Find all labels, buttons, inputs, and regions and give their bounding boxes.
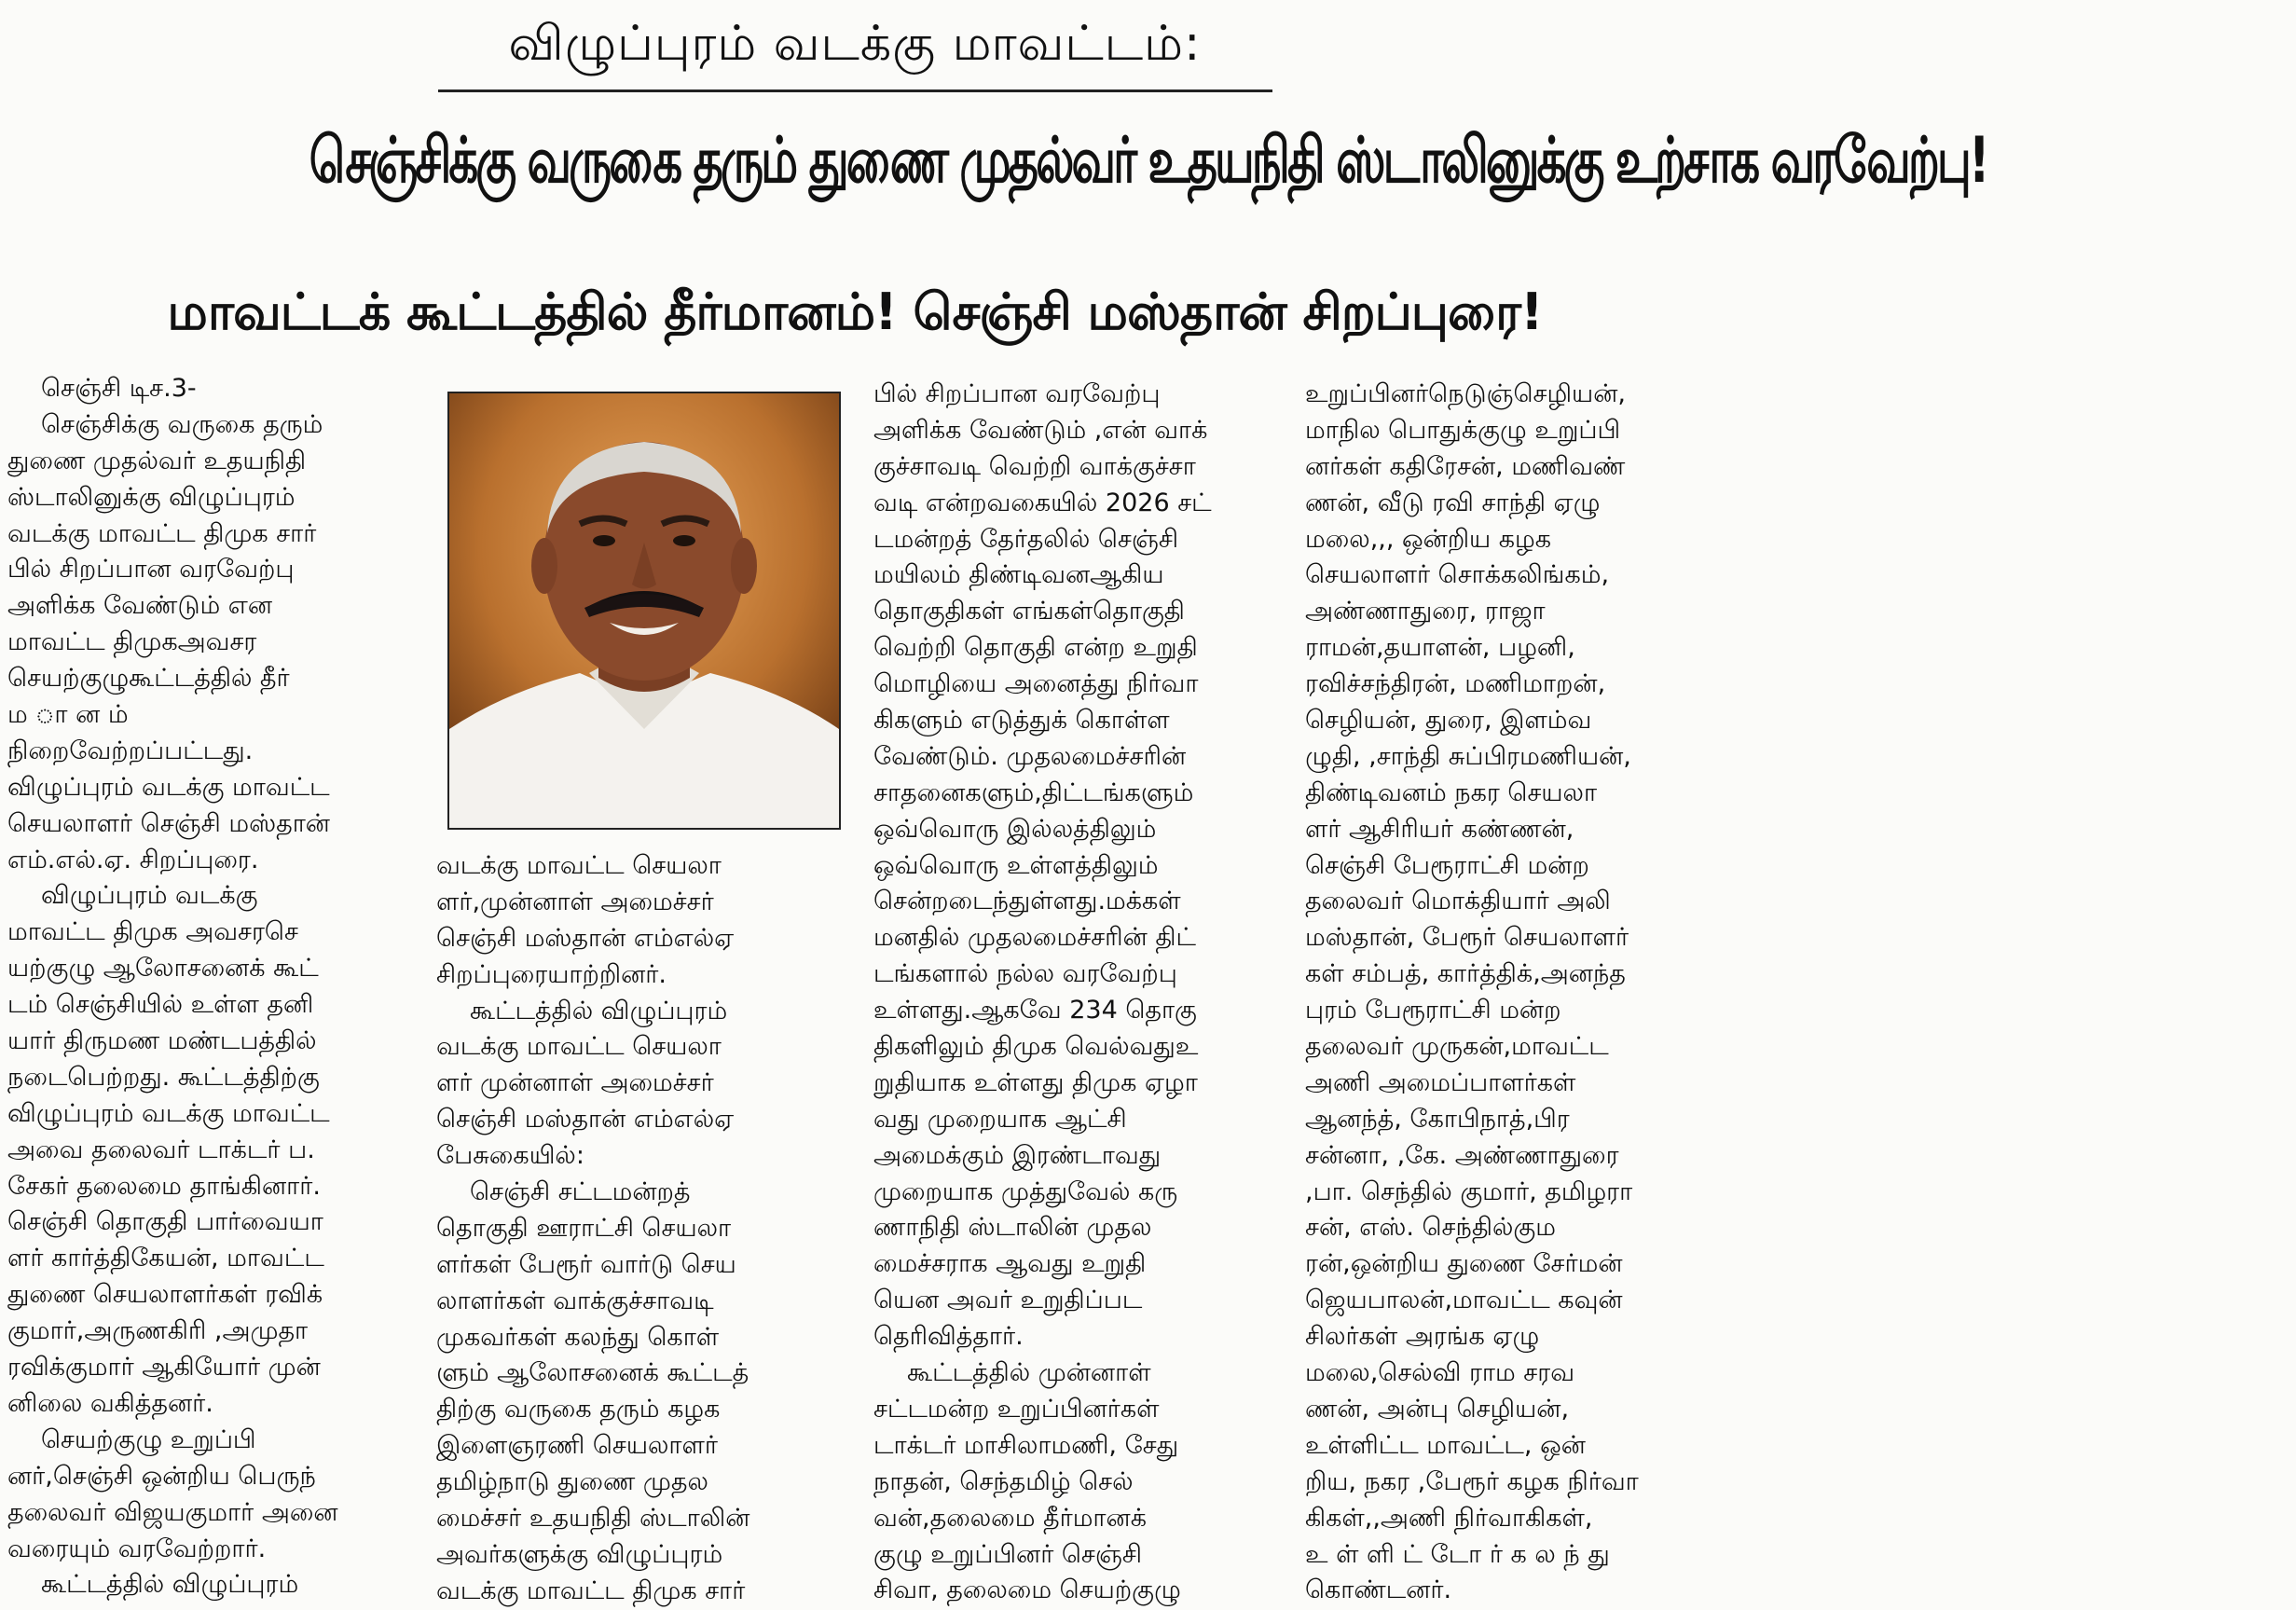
- text-line: செஞ்சிக்கு வருகை தரும்: [41, 409, 323, 439]
- text-line: ளர் ஆசிரியர் கண்ணன்,: [1305, 814, 1574, 844]
- text-line: தலைவர் விஜயகுமார் அனை: [7, 1497, 338, 1527]
- text-line: யார் திருமண மண்டபத்தில்: [7, 1026, 317, 1056]
- text-line: சேகர் தலைமை தாங்கினார்.: [7, 1171, 321, 1201]
- text-line: டம் செஞ்சியில் உள்ள தனி: [7, 990, 314, 1020]
- text-line: டமன்றத் தேர்தலில் செஞ்சி: [873, 524, 1179, 554]
- text-line: ஜெயபாலன்,மாவட்ட கவுன்: [1305, 1286, 1623, 1315]
- text-line: சிவா, தலைமை செயற்குழு: [873, 1576, 1181, 1605]
- text-line: நடைபெற்றது. கூட்டத்திற்கு: [7, 1062, 320, 1092]
- text-line: இளைஞரணி செயலாளர்: [436, 1431, 718, 1461]
- text-line: மைச்சராக ஆவது உறுதி: [873, 1249, 1147, 1279]
- text-line: அணி அமைப்பாளர்கள்: [1305, 1067, 1576, 1097]
- text-line: ,பா. செந்தில் குமார், தமிழரா: [1305, 1177, 1633, 1206]
- text-line: றிய, நகர ,பேரூர் கழக நிர்வா: [1305, 1466, 1639, 1496]
- text-line: ளும் ஆலோசனைக் கூட்டத்: [436, 1358, 749, 1388]
- text-line: முறையாக முத்துவேல் கரு: [873, 1177, 1178, 1206]
- article-column-1: [7, 371, 408, 1603]
- text-line: உ ள் ளி ட் டோ ர் க ல ந் து: [1305, 1539, 1610, 1569]
- text-line: முகவர்கள் கலந்து கொள்: [436, 1322, 720, 1352]
- text-line: னர்,செஞ்சி ஒன்றிய பெருந்: [7, 1461, 316, 1491]
- text-line: துணை முதல்வர் உதயநிதி: [7, 446, 307, 475]
- text-line: செயற்குழுகூட்டத்தில் தீர்: [7, 664, 290, 694]
- kicker-text: விழுப்புரம் வடக்கு மாவட்டம்:: [508, 16, 1202, 72]
- text-line: கூட்டத்தில் விழுப்புரம்: [470, 996, 728, 1025]
- text-line: நிறைவேற்றப்பட்டது.: [7, 736, 254, 765]
- text-line: ழுதி, ,சாந்தி சுப்பிரமணியன்,: [1305, 741, 1631, 771]
- text-line: லாளர்கள் வாக்குச்சாவடி: [436, 1286, 714, 1315]
- article-column-4: [1305, 377, 1701, 1609]
- text-line: ஆனந்த், கோபிநாத்,பிர: [1305, 1104, 1570, 1134]
- text-line: செஞ்சி தொகுதி பார்வையா: [7, 1207, 323, 1237]
- text-line: எம்.எல்.ஏ. சிறப்புரை.: [7, 845, 259, 874]
- text-line: கூட்டத்தில் விழுப்புரம்: [41, 1570, 299, 1600]
- kicker-rule: [438, 89, 1272, 92]
- text-line: தலைவர் மொக்தியார் அலி: [1305, 887, 1611, 916]
- text-line: ணன், வீடு ரவி சாந்தி ஏழு: [1305, 488, 1601, 517]
- text-line: மைச்சர் உதயநிதி ஸ்டாலின்: [436, 1504, 750, 1534]
- text-line: நாதன், செந்தமிழ் செல்: [873, 1466, 1134, 1496]
- text-line: ஸ்டாலினுக்கு விழுப்புரம்: [7, 482, 296, 512]
- kicker: [0, 13, 1710, 75]
- text-line: புரம் பேரூராட்சி மன்ற: [1305, 996, 1561, 1025]
- headline: [0, 110, 1987, 213]
- text-line: வரையும் வரவேற்றார்.: [7, 1534, 267, 1563]
- subhead-text: மாவட்டக் கூட்டத்தில் தீர்மானம்! செஞ்சி மஸ்தான் சிறப்புரை!: [167, 282, 1543, 341]
- text-line: செஞ்சி டிச.3-: [41, 374, 197, 403]
- text-line: தமிழ்நாடு துணை முதல: [436, 1467, 708, 1497]
- text-line: னர்கள் கதிரேசன், மணிவண்: [1305, 451, 1626, 481]
- text-line: ளர் கார்த்திகேயன், மாவட்ட: [7, 1244, 324, 1273]
- text-line: வடக்கு மாவட்ட செயலா: [436, 1032, 722, 1062]
- text-line: வேண்டும். முதலமைச்சரின்: [873, 741, 1187, 771]
- text-line: துணை செயலாளர்கள் ரவிக்: [7, 1280, 323, 1310]
- text-line: பில் சிறப்பான வரவேற்பு: [7, 555, 295, 585]
- text-line: வெற்றி தொகுதி என்ற உறுதி: [873, 633, 1198, 663]
- text-line: உள்ளது.ஆகவே 234 தொகு: [873, 996, 1197, 1025]
- text-line: குமார்,அருணகிரி ,அமுதா: [7, 1316, 309, 1346]
- article-column-3: [873, 377, 1284, 1609]
- text-line: ளர்,முன்னாள் அமைச்சர்: [436, 887, 714, 916]
- text-line: ராமன்,தயாளன், பழனி,: [1305, 633, 1575, 663]
- text-line: றுதியாக உள்ளது திமுக ஏழா: [873, 1067, 1198, 1097]
- text-line: விழுப்புரம் வடக்கு மாவட்ட: [7, 1098, 330, 1128]
- text-line: குச்சாவடி வெற்றி வாக்குச்சா: [873, 451, 1196, 481]
- text-line: உள்ளிட்ட மாவட்ட, ஒன்: [1305, 1430, 1586, 1460]
- text-line: சன், எஸ். செந்தில்கும: [1305, 1213, 1556, 1243]
- text-line: கிகளும் எடுத்துக் கொள்ள: [873, 706, 1170, 736]
- text-line: கள் சம்பத், கார்த்திக்,அனந்த: [1305, 959, 1626, 989]
- text-line: மனதில் முதலமைச்சரின் திட்: [873, 923, 1196, 953]
- text-line: செயற்குழு உறுப்பி: [41, 1424, 256, 1454]
- text-line: மொழியை அனைத்து நிர்வா: [873, 669, 1199, 699]
- headline-text: செஞ்சிக்கு வருகை தரும் துணை முதல்வர் உதயநிதி ஸ்டாலினுக்கு உற்சாக வரவேற்பு!: [309, 124, 1987, 198]
- text-line: தெரிவித்தார்.: [873, 1322, 1024, 1352]
- text-line: ஒவ்வொரு உள்ளத்திலும்: [873, 850, 1159, 880]
- text-line: சிலர்கள் அரங்க ஏழு: [1305, 1322, 1540, 1352]
- text-line: மயிலம் திண்டிவனஆகிய: [873, 560, 1164, 590]
- text-line: சிறப்புரையாற்றினர்.: [436, 959, 667, 989]
- text-line: சன்னா, ,கே. அண்ணாதுரை: [1305, 1140, 1619, 1170]
- text-line: தொகுதி ஊராட்சி செயலா: [436, 1213, 732, 1243]
- text-line: ரவிச்சந்திரன், மணிமாறன்,: [1305, 669, 1606, 699]
- person-portrait-icon: [449, 393, 839, 828]
- text-line: திண்டிவனம் நகர செயலா: [1305, 777, 1598, 807]
- text-line: வடக்கு மாவட்ட திமுக சார்: [7, 518, 317, 548]
- text-line: பேசுகையில்:: [436, 1141, 584, 1171]
- text-line: வடி என்றவகையில் 2026 சட்: [873, 488, 1212, 517]
- text-line: யற்குழு ஆலோசனைக் கூட்: [7, 954, 319, 984]
- text-line: செஞ்சி மஸ்தான் எம்எல்ஏ: [436, 1105, 735, 1135]
- text-line: அவை தலைவர் டாக்டர் ப.: [7, 1135, 315, 1164]
- text-line: சட்டமன்ற உறுப்பினர்கள்: [873, 1394, 1160, 1424]
- text-line: மாநில பொதுக்குழு உறுப்பி: [1305, 415, 1621, 445]
- text-line: விழுப்புரம் வடக்கு மாவட்ட: [7, 772, 330, 802]
- text-line: மலை,,, ஒன்றிய கழக: [1305, 524, 1552, 554]
- text-line: ளர் முன்னாள் அமைச்சர்: [436, 1068, 714, 1098]
- text-line: வன்,தலைமை தீர்மானக்: [873, 1503, 1147, 1533]
- text-line: செழியன், துரை, இளம்வ: [1305, 706, 1592, 736]
- article-column-2: [436, 848, 846, 1610]
- text-line: செயலாளர் சொக்கலிங்கம்,: [1305, 560, 1610, 590]
- text-line: கொண்டனர்.: [1305, 1576, 1452, 1605]
- text-line: செயலாளர் செஞ்சி மஸ்தான்: [7, 808, 330, 838]
- portrait-photo: [447, 392, 841, 830]
- text-line: ணாநிதி ஸ்டாலின் முதல: [873, 1213, 1152, 1243]
- text-line: கிகள்,,அணி நிர்வாகிகள்,: [1305, 1503, 1593, 1533]
- text-line: மஸ்தான், பேரூர் செயலாளர்: [1305, 923, 1629, 953]
- text-line: பில் சிறப்பான வரவேற்பு: [873, 379, 1161, 408]
- text-line: அண்ணாதுரை, ராஜா: [1305, 597, 1546, 626]
- text-line: சாதனைகளும்,திட்டங்களும்: [873, 777, 1194, 807]
- text-line: உறுப்பினர்நெடுஞ்செழியன்,: [1305, 379, 1626, 408]
- text-line: வடக்கு மாவட்ட செயலா: [436, 851, 722, 880]
- text-line: திகளிலும் திமுக வெல்வதுஉ: [873, 1032, 1199, 1062]
- text-line: மாவட்ட திமுகஅவசர: [7, 627, 257, 657]
- text-line: ளர்கள் பேரூர் வார்டு செய: [436, 1249, 736, 1279]
- text-line: செஞ்சி சட்டமன்றத்: [470, 1177, 691, 1207]
- text-line: மலை,செல்வி ராம சரவ: [1305, 1358, 1575, 1388]
- text-line: ரவிக்குமார் ஆகியோர் முன்: [7, 1353, 321, 1383]
- text-line: தொகுதிகள் எங்கள்தொகுதி: [873, 597, 1185, 626]
- text-line: செஞ்சி பேரூராட்சி மன்ற: [1305, 850, 1589, 880]
- text-line: ம ா ன ம்: [7, 700, 129, 730]
- text-line: வது முறையாக ஆட்சி: [873, 1104, 1127, 1134]
- text-line: ணன், அன்பு செழியன்,: [1305, 1394, 1570, 1424]
- text-line: அமைக்கும் இரண்டாவது: [873, 1140, 1162, 1170]
- text-line: அளிக்க வேண்டும் என: [7, 591, 273, 621]
- text-line: சென்றடைந்துள்ளது.மக்கள்: [873, 887, 1181, 916]
- text-line: திற்கு வருகை தரும் கழக: [436, 1395, 721, 1424]
- text-line: னிலை வகித்தனர்.: [7, 1388, 213, 1418]
- text-line: அவர்களுக்கு விழுப்புரம்: [436, 1539, 723, 1569]
- text-line: ஒவ்வொரு இல்லத்திலும்: [873, 814, 1157, 844]
- text-line: வடக்கு மாவட்ட திமுக சார்: [436, 1576, 746, 1605]
- text-line: டாக்டர் மாசிலாமணி, சேது: [873, 1430, 1179, 1460]
- text-line: மாவட்ட திமுக அவசரசெ: [7, 917, 298, 947]
- text-line: தலைவர் முருகன்,மாவட்ட: [1305, 1032, 1609, 1062]
- subheadline: [0, 275, 1710, 350]
- text-line: குழு உறுப்பினர் செஞ்சி: [873, 1539, 1143, 1569]
- text-line: ரன்,ஒன்றிய துணை சேர்மன்: [1305, 1249, 1623, 1279]
- text-line: அளிக்க வேண்டும் ,என் வாக்: [873, 415, 1208, 445]
- text-line: செஞ்சி மஸ்தான் எம்எல்ஏ: [436, 923, 735, 953]
- text-line: விழுப்புரம் வடக்கு: [41, 881, 258, 911]
- text-line: டங்களால் நல்ல வரவேற்பு: [873, 959, 1177, 989]
- text-line: கூட்டத்தில் முன்னாள்: [907, 1358, 1151, 1388]
- text-line: யென அவர் உறுதிப்பட: [873, 1286, 1143, 1315]
